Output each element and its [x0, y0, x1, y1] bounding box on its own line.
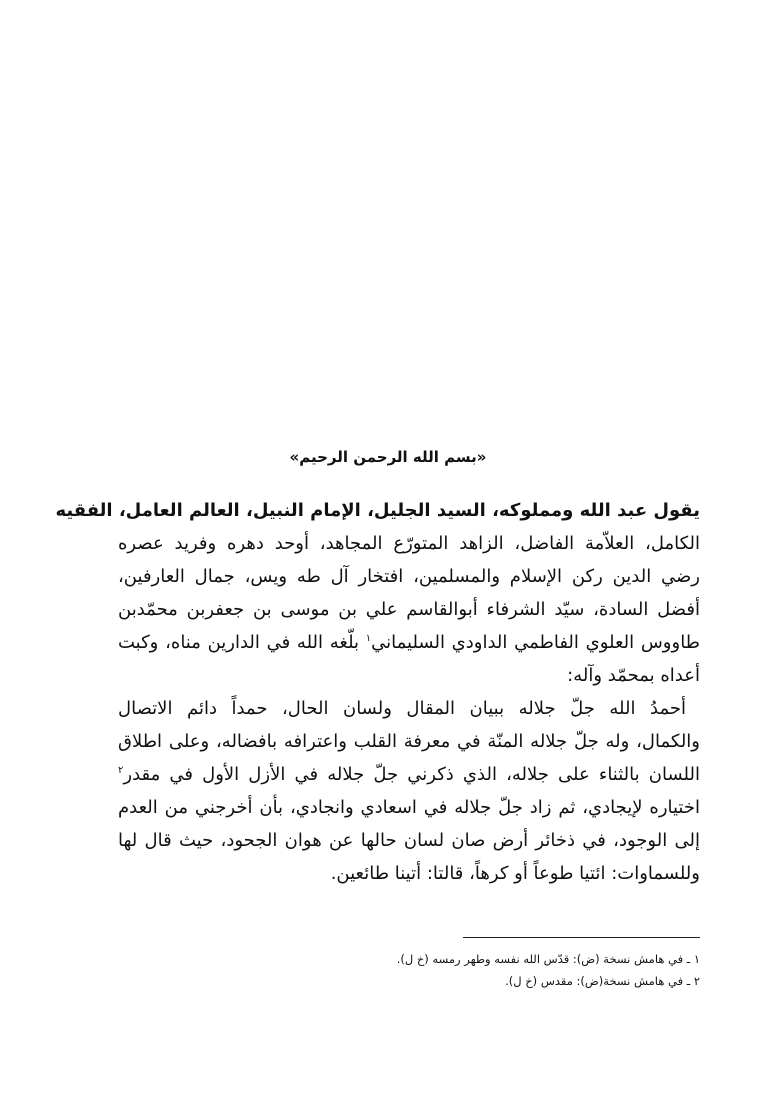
- text-line: رضي الدين ركن الإسلام والمسلمين، افتخار آل طه ويس، جمال العارفين،: [118, 566, 700, 587]
- text-line: أفضل السادة، سيّد الشرفاء أبوالقاسم علي بن موسى بن جعفربن محمّدبن: [118, 599, 700, 620]
- footnote-item: ١ ـ في هامش نسخة (ض): قدّس الله نفسه وطهر رمسه (خ ل).: [396, 952, 700, 966]
- text-line: [118, 758, 700, 791]
- text-segment: بلّغه الله في الدارين مناه، وكبت: [118, 632, 366, 653]
- footnote-ref: ٢: [118, 765, 124, 776]
- text-line: يقول عبد الله ومملوكه، السيد الجليل، الإمام النبيل، العالم العامل، الفقيه: [55, 500, 700, 521]
- footnote-ref: ١: [365, 633, 372, 644]
- text-line: إلى الوجود، في ذخائر أرض صان لسان حالها عن هوان الجحود، حيث قال لها: [118, 830, 700, 851]
- footnotes: [118, 948, 700, 992]
- text-line: اختياره لإيجادي، ثم زاد جلّ جلاله في اسعادي وانجادي، بأن أخرجني من العدم: [118, 797, 700, 818]
- main-text: [55, 494, 701, 890]
- footnote-divider: [463, 937, 700, 938]
- text-segment: طاووس العلوي الفاطمي الداودي السليماني: [371, 632, 701, 653]
- basmala-heading: «بسم الله الرحمن الرحيم»: [289, 448, 487, 466]
- text-line: والكمال، وله جلّ جلاله المنّة في معرفة القلب واعترافه بافضاله، وعلى اطلاق: [118, 731, 700, 752]
- text-line: [118, 626, 700, 659]
- text-segment: اللسان بالثناء على جلاله، الذي ذكرني جلّ جلاله في الأزل الأول في مقدر: [123, 764, 700, 785]
- text-line: أحمدُ الله جلّ جلاله ببيان المقال ولسان الحال، حمداً دائم الاتصال: [118, 698, 686, 719]
- text-line: الكامل، العلاّمة الفاضل، الزاهد المتورّع المجاهد، أوحد دهره وفريد عصره: [118, 533, 700, 554]
- paragraph-praise: [118, 692, 700, 890]
- text-line: وللسماوات: ائتيا طوعاً أو كرهاً، قالتا: أتينا طائعين.: [330, 863, 700, 884]
- paragraph-intro: [55, 494, 701, 692]
- footnote-item: ٢ ـ في هامش نسخة(ض): مقدس (خ ل).: [505, 974, 700, 988]
- text-line: أعداه بمحمّد وآله:: [567, 665, 700, 686]
